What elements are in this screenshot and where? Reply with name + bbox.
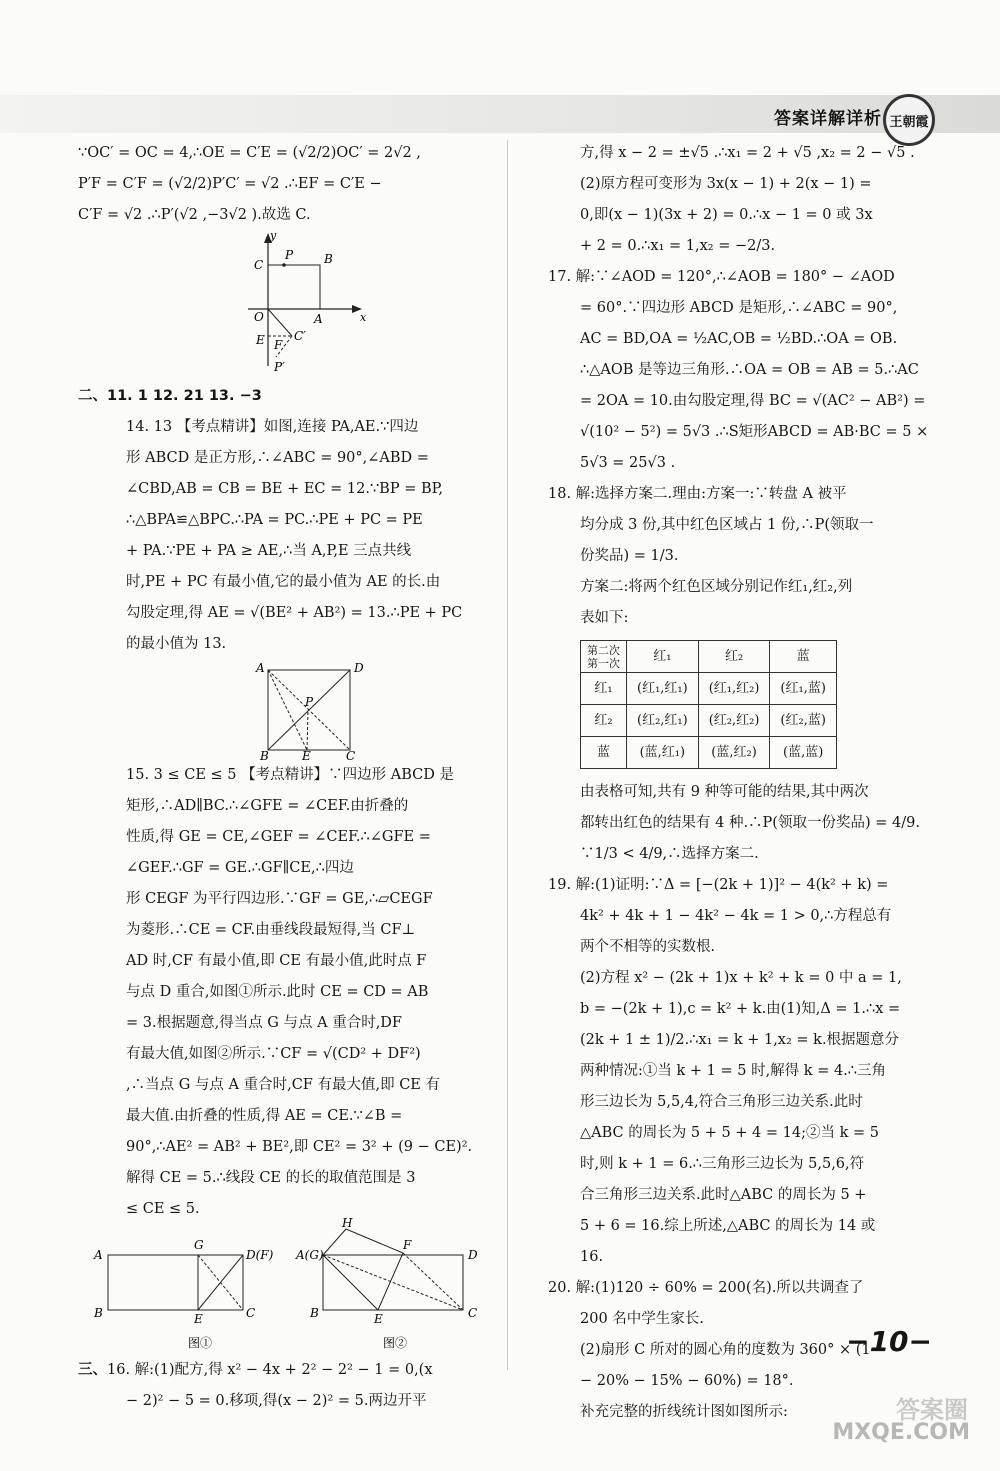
text-line: 的最小值为 13. bbox=[126, 636, 227, 652]
fig1-label-a: A bbox=[94, 1248, 103, 1262]
text-line: 时,则 k + 1 = 6.∴三角形三边长为 5,5,6,符 bbox=[580, 1156, 865, 1172]
sq-label-a: A bbox=[256, 661, 265, 675]
text-line: 合三角形三边关系.此时△ABC 的周长为 5 + bbox=[580, 1187, 867, 1203]
table-cell: (红₂,红₂) bbox=[698, 705, 770, 737]
text-line: = 60°.∵四边形 ABCD 是矩形,∴∠ABC = 90°, bbox=[580, 300, 898, 316]
text-line: 表如下: bbox=[580, 610, 629, 626]
text-line: △ABC 的周长为 5 + 5 + 4 = 14;②当 k = 5 bbox=[580, 1125, 879, 1141]
table-col-header: 红₂ bbox=[698, 641, 770, 673]
text-line: = 2OA = 10.由勾股定理,得 BC = √(AC² − AB²) = bbox=[580, 393, 926, 409]
table-col-header: 红₁ bbox=[627, 641, 699, 673]
text-line: 16. 解:(1)配方,得 x² − 4x + 2² − 2² − 1 = 0,(x bbox=[107, 1362, 433, 1378]
text-line: (2)方程 x² − (2k + 1)x + k² + k = 0 中 a = 1, bbox=[580, 970, 902, 986]
fig2-label-c: C bbox=[468, 1306, 478, 1320]
fig2-caption: 图② bbox=[383, 1336, 408, 1350]
table-cell: (红₁,红₂) bbox=[698, 673, 770, 705]
text-line: − 20% − 15% − 60%) = 18°. bbox=[580, 1373, 794, 1389]
point-label-e: E bbox=[256, 333, 265, 347]
text-line: 性质,得 GE = CE,∠GEF = ∠CEF.∴∠GFE = bbox=[126, 829, 431, 845]
section-3-label: 三、 bbox=[78, 1362, 107, 1378]
text-line: 有最大值,如图②所示.∵CF = √(CD² + DF²) bbox=[126, 1046, 421, 1062]
fig2-label-e: E bbox=[374, 1312, 383, 1326]
table-row bbox=[581, 737, 837, 769]
text-line: 200 名中学生家长. bbox=[580, 1311, 704, 1327]
text-line: 都转出红色的结果有 4 种.∴P(领取一份奖品) = 4/9. bbox=[580, 815, 920, 831]
page-number: −10− bbox=[846, 1325, 932, 1358]
sq-label-p: P bbox=[305, 695, 314, 709]
point-label-o: O bbox=[254, 310, 264, 324]
text-line: = 3.根据题意,得当点 G 与点 A 重合时,DF bbox=[126, 1015, 402, 1031]
point-label-a: A bbox=[314, 312, 323, 326]
text-line: − 2)² − 5 = 0.移项,得(x − 2)² = 5.两边开平 bbox=[126, 1393, 427, 1409]
table-cell: (红₂,蓝) bbox=[770, 705, 837, 737]
sq-label-b: B bbox=[260, 749, 269, 763]
text-line: 20. 解:(1)120 ÷ 60% = 200(名).所以共调查了 bbox=[548, 1280, 864, 1296]
text-line: ∴△AOB 是等边三角形.∴OA = OB = AB = 5.∴AC bbox=[580, 362, 919, 378]
text-line: 18. 解:选择方案二.理由:方案一:∵转盘 A 被平 bbox=[548, 486, 847, 502]
text-line: AC = BD,OA = ½AC,OB = ½BD.∴OA = OB. bbox=[580, 331, 898, 347]
sq-label-d: D bbox=[354, 661, 364, 675]
watermark: MXQE.COM bbox=[832, 1420, 970, 1445]
point-label-cprime: C′ bbox=[294, 329, 306, 343]
sq-label-e: E bbox=[302, 749, 311, 763]
fig1-caption: 图① bbox=[188, 1336, 213, 1350]
text-line: ∵OC′ = OC = 4,∴OE = C′E = (√2/2)OC′ = 2√2 , bbox=[78, 145, 421, 161]
table-cell: (红₁,红₁) bbox=[627, 673, 699, 705]
sq-label-c: C bbox=[346, 749, 356, 763]
watermark-logo: 答案圈 bbox=[896, 1395, 968, 1424]
text-line: 方案二:将两个红色区域分别记作红₁,红₂,列 bbox=[580, 579, 853, 595]
point-label-p: P bbox=[285, 248, 294, 262]
text-line: + 2 = 0.∴x₁ = 1,x₂ = −2/3. bbox=[580, 238, 776, 254]
fold-figures bbox=[78, 1216, 488, 1355]
fig1-label-b: B bbox=[94, 1306, 103, 1320]
text-line: 15. 3 ≤ CE ≤ 5 【考点精讲】∵四边形 ABCD 是 bbox=[126, 767, 454, 783]
outcome-table bbox=[580, 640, 837, 769]
text-line: 为菱形.∴CE = CF.由垂线段最短得,当 CF⊥ bbox=[126, 922, 416, 938]
section-2-label: 二、 bbox=[78, 388, 107, 404]
text-line: P′F = C′F = (√2/2)P′C′ = √2 .∴EF = C′E − bbox=[78, 176, 382, 192]
text-line: 4k² + 4k + 1 − 4k² − 4k = 1 > 0,∴方程总有 bbox=[580, 908, 892, 924]
text-line: ,∴当点 G 与点 A 重合时,CF 有最大值,即 CE 有 bbox=[126, 1077, 440, 1093]
table-cell: (蓝,红₂) bbox=[698, 737, 770, 769]
text-line: 矩形,∴AD∥BC.∴∠GFE = ∠CEF.由折叠的 bbox=[126, 798, 409, 814]
text-line: (2k + 1 ± 1)/2.∴x₁ = k + 1,x₂ = k.根据题意分 bbox=[580, 1032, 900, 1048]
text-line: 16. bbox=[580, 1249, 604, 1265]
text-line: b = −(2k + 1),c = k² + k.由(1)知,Δ = 1.∴x = bbox=[580, 1001, 901, 1017]
point-label-f: F bbox=[274, 338, 283, 352]
text-line: C′F = √2 .∴P′(√2 ,−3√2 ).故选 C. bbox=[78, 207, 311, 223]
right-column bbox=[548, 138, 950, 1428]
corner-top: 第二次 bbox=[587, 643, 620, 657]
text-line: 份奖品) = 1/3. bbox=[580, 548, 679, 564]
text-line: 与点 D 重合,如图①所示.此时 CE = CD = AB bbox=[126, 984, 429, 1000]
text-line: (2)扇形 C 所对的圆心角的度数为 360° × (1 bbox=[580, 1342, 871, 1358]
point-label-b: B bbox=[324, 252, 333, 266]
table-cell: (红₂,红₁) bbox=[627, 705, 699, 737]
text-line: 形 CEGF 为平行四边形.∵GF = GE,∴▱CEGF bbox=[126, 891, 433, 907]
table-cell: (红₁,蓝) bbox=[770, 673, 837, 705]
text-line: 19. 解:(1)证明:∵Δ = [−(2k + 1)]² − 4(k² + k) = bbox=[548, 877, 889, 893]
table-row-header: 红₂ bbox=[581, 705, 627, 737]
text-line: 方,得 x − 2 = ±√5 .∴x₁ = 2 + √5 ,x₂ = 2 − √5 . bbox=[580, 145, 915, 161]
text-line: 形 ABCD 是正方形,∴∠ABC = 90°,∠ABD = bbox=[126, 450, 429, 466]
column-divider bbox=[507, 140, 508, 1370]
point-label-pprime: P′ bbox=[274, 360, 285, 374]
text-line: 17. 解:∵∠AOD = 120°,∴∠AOB = 180° − ∠AOD bbox=[548, 269, 895, 285]
axis-label-x: x bbox=[360, 311, 367, 324]
text-line: 两个不相等的实数根. bbox=[580, 939, 716, 955]
text-line: 补充完整的折线统计图如图所示: bbox=[580, 1404, 788, 1420]
text-line: 时,PE + PC 有最小值,它的最小值为 AE 的长.由 bbox=[126, 574, 441, 590]
left-column bbox=[78, 138, 488, 1417]
text-line: 0,即(x − 1)(3x + 2) = 0.∴x − 1 = 0 或 3x bbox=[580, 207, 873, 223]
table-row-header: 蓝 bbox=[581, 737, 627, 769]
text-line: AD 时,CF 有最小值,即 CE 有最小值,此时点 F bbox=[126, 953, 427, 969]
text-line: + PA.∵PE + PA ≥ AE,∴当 A,P,E 三点共线 bbox=[126, 543, 412, 559]
text-line: 5√3 = 25√3 . bbox=[580, 455, 676, 471]
table-row-header: 红₁ bbox=[581, 673, 627, 705]
text-line: 14. 13 【考点精讲】如图,连接 PA,AE.∵四边 bbox=[126, 419, 419, 435]
section-2-row bbox=[78, 381, 488, 412]
text-line: (2)原方程可变形为 3x(x − 1) + 2(x − 1) = bbox=[580, 176, 872, 192]
fig2-label-h: H bbox=[342, 1216, 353, 1230]
coordinate-figure bbox=[78, 231, 488, 381]
text-line: ∠CBD,AB = CB = BE + EC = 12.∵BP = BP, bbox=[126, 481, 444, 497]
text-line: 形三边长为 5,5,4,符合三角形三边关系.此时 bbox=[580, 1094, 863, 1110]
text-line: 勾股定理,得 AE = √(BE² + AB²) = 13.∴PE + PC bbox=[126, 605, 463, 621]
table-cell: (蓝,蓝) bbox=[770, 737, 837, 769]
table-row bbox=[581, 705, 837, 737]
point-label-c: C bbox=[254, 258, 264, 272]
fig1-label-g: G bbox=[194, 1238, 204, 1252]
table-header-row bbox=[581, 641, 837, 673]
text-line: ∵1/3 < 4/9,∴选择方案二. bbox=[580, 846, 759, 862]
fig2-label-f: F bbox=[403, 1238, 412, 1252]
fig1-label-c: C bbox=[246, 1306, 256, 1320]
text-line: 由表格可知,共有 9 种等可能的结果,其中两次 bbox=[580, 784, 869, 800]
axis-label-y: y bbox=[270, 229, 277, 242]
text-line: ∠GEF.∴GF = GE.∴GF∥CE,∴四边 bbox=[126, 860, 354, 876]
answer-11-13: 11. 1 12. 21 13. −3 bbox=[107, 388, 262, 404]
section-3-row bbox=[78, 1355, 488, 1386]
text-line: 最大值.由折叠的性质,得 AE = CE.∵∠B = bbox=[126, 1108, 403, 1124]
table-col-header: 蓝 bbox=[770, 641, 837, 673]
fig2-label-a: A(G) bbox=[296, 1248, 324, 1262]
square-figure bbox=[78, 660, 488, 763]
text-line: ≤ CE ≤ 5. bbox=[126, 1201, 200, 1217]
fig1-label-d: D(F) bbox=[246, 1248, 274, 1262]
text-line: 两种情况:①当 k + 1 = 5 时,解得 k = 4.∴三角 bbox=[580, 1063, 887, 1079]
fig2-label-b: B bbox=[310, 1306, 319, 1320]
text-line: √(10² − 5²) = 5√3 .∴S矩形ABCD = AB·BC = 5 × bbox=[580, 424, 929, 440]
corner-bottom: 第一次 bbox=[587, 656, 620, 670]
text-line: 解得 CE = 5.∴线段 CE 的长的取值范围是 3 bbox=[126, 1170, 416, 1186]
header-title: 答案详解详析 bbox=[774, 109, 882, 129]
table-cell: (蓝,红₁) bbox=[627, 737, 699, 769]
fig2-label-d: D bbox=[468, 1248, 478, 1262]
fig1-label-e: E bbox=[194, 1312, 203, 1326]
logo-text: 王朝霞 bbox=[889, 114, 929, 130]
text-line: 90°,∴AE² = AB² + BE²,即 CE² = 3² + (9 − CE)². bbox=[126, 1139, 473, 1155]
table-row bbox=[581, 673, 837, 705]
text-line: 5 + 6 = 16.综上所述,△ABC 的周长为 14 或 bbox=[580, 1218, 876, 1234]
table-corner bbox=[581, 641, 627, 673]
text-line: 均分成 3 份,其中红色区域占 1 份,∴P(领取一 bbox=[580, 517, 874, 533]
text-line: ∴△BPA≌△BPC.∴PA = PC.∴PE + PC = PE bbox=[126, 512, 423, 528]
